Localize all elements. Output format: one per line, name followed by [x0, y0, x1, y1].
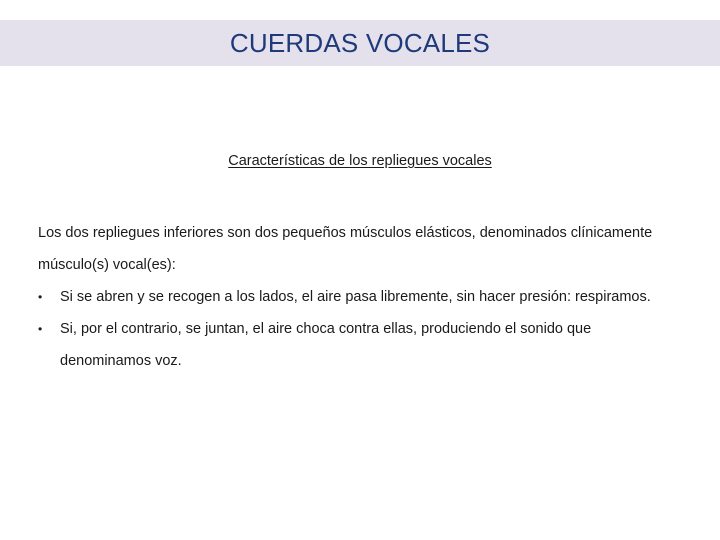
bullet-list	[38, 281, 678, 377]
bullet-icon: •	[38, 290, 43, 304]
bullet-item	[38, 313, 678, 377]
bullet-text: Si, por el contrario, se juntan, el aire choca contra ellas, produciendo el sonido que denominamos voz.	[60, 321, 592, 369]
title-bar	[0, 20, 720, 66]
slide-body	[38, 217, 678, 377]
bullet-item	[38, 281, 678, 313]
intro-paragraph: Los dos repliegues inferiores son dos pequeños músculos elásticos, denominados clínicamente músculo(s) vocal(es):	[38, 225, 653, 273]
subtitle-text: Características de los repliegues vocales	[228, 153, 492, 169]
slide-title: CUERDAS VOCALES	[229, 27, 491, 58]
slide-subtitle	[0, 153, 720, 169]
bullet-text: Si se abren y se recogen a los lados, el aire pasa libremente, sin hacer presión: respiramos.	[60, 289, 651, 305]
bullet-icon: •	[38, 322, 43, 336]
